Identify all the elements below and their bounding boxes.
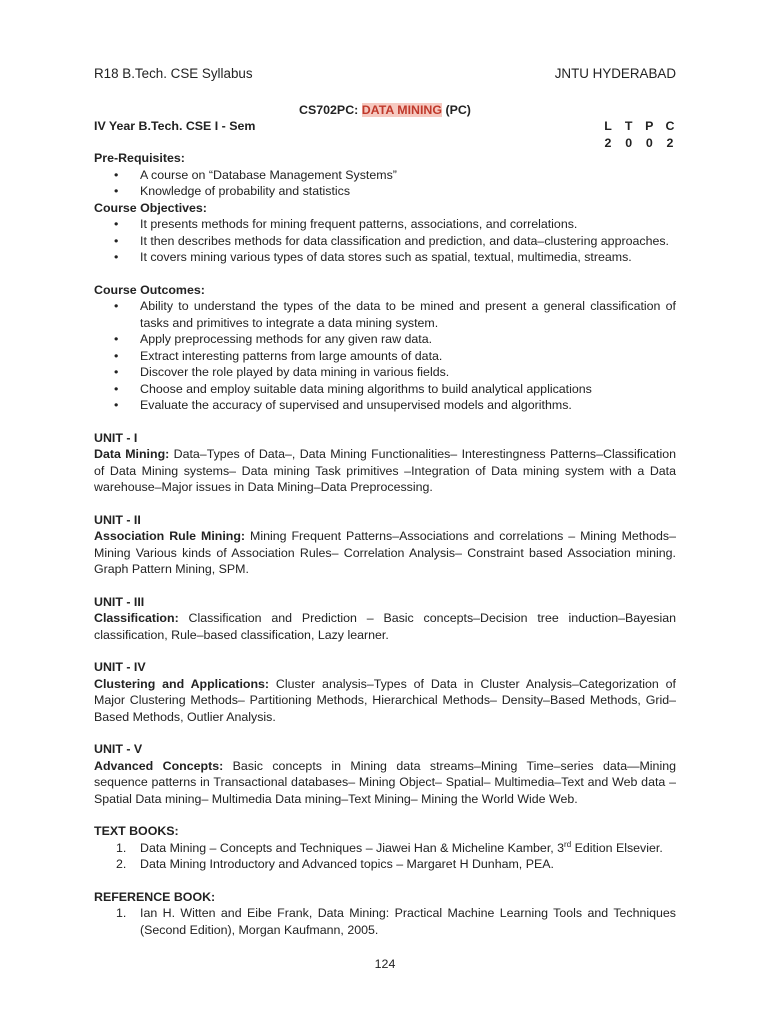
unit-5-body <box>94 758 676 808</box>
list-item: • A course on “Database Management Systems” <box>94 167 676 184</box>
prereq-heading: Pre-Requisites: <box>94 151 185 165</box>
objectives-list <box>94 216 676 266</box>
item-text: Ian H. Witten and Eibe Frank, Data Mining: Practical Machine Learning Tools and Techniques (Second Edition), Morgan Kaufmann, 2005. <box>140 906 676 937</box>
list-item: • Extract interesting patterns from large amounts of data. <box>94 348 676 365</box>
unit-4-lead: Clustering and Applications: <box>94 676 270 691</box>
ltpc-table <box>602 118 676 151</box>
list-item: • It covers mining various types of data stores such as spatial, textual, multimedia, streams. <box>94 249 676 266</box>
item-number: 2. <box>116 857 127 871</box>
ltpc-value: 0 <box>625 135 633 150</box>
ltpc-label: T <box>624 119 633 133</box>
objectives-heading: Course Objectives: <box>94 200 207 215</box>
unit-5-lead: Advanced Concepts: <box>94 758 224 773</box>
syllabus-content <box>94 150 676 938</box>
ltpc-labels <box>602 118 676 135</box>
list-item: • Knowledge of probability and statistics <box>94 183 676 200</box>
unit-1-lead: Data Mining: <box>94 447 170 461</box>
ltpc-value: 2 <box>666 135 674 150</box>
unit-5-text: Basic concepts in Mining data streams–Mining Time–series data—Mining sequence patterns in Transactional databases– Mining Object– Spatial– Multimedia–Text and Web data – Spatial Data mining– Multimedia Data mining–Text Mining– Mining the World Wide Web. <box>94 758 676 806</box>
unit-1-body <box>94 446 676 496</box>
ltpc-label: C <box>665 119 675 133</box>
outcomes-list <box>94 298 676 414</box>
list-item: • Ability to understand the types of the data to be mined and present a general classification of tasks and primitives to integrate a data mining system. <box>94 298 676 331</box>
list-item <box>94 856 676 873</box>
ltpc-label: L <box>604 119 612 133</box>
item-text: Data Mining Introductory and Advanced topics – Margaret H Dunham, PEA. <box>140 857 554 871</box>
syllabus-page <box>94 0 676 1024</box>
list-item <box>94 905 676 938</box>
list-item: • Choose and employ suitable data mining algorithms to build analytical applications <box>94 381 676 398</box>
course-category: (PC) <box>442 103 471 117</box>
course-title <box>94 102 676 119</box>
textbooks-heading: TEXT BOOKS: <box>94 824 179 838</box>
item-text-end: Edition Elsevier. <box>571 840 663 855</box>
unit-1-text: Data–Types of Data–, Data Mining Functionalities– Interestingness Patterns–Classification of Data Mining systems– Data mining Task primitives –Integration of Data mining system with a Data warehouse–Major issues in Data Mining–Data Preprocessing. <box>94 447 676 494</box>
unit-4-heading: UNIT - IV <box>94 660 146 674</box>
year-semester: IV Year B.Tech. CSE I - Sem <box>94 119 256 133</box>
list-item: • Apply preprocessing methods for any given raw data. <box>94 331 676 348</box>
ltpc-value: 2 <box>604 135 612 150</box>
unit-5-heading: UNIT - V <box>94 742 143 756</box>
page-number: 124 <box>374 957 396 971</box>
unit-1-heading: UNIT - I <box>94 430 138 445</box>
unit-3-heading: UNIT - III <box>94 594 145 609</box>
textbooks-list <box>94 840 676 873</box>
list-item: • It presents methods for mining frequent patterns, associations, and correlations. <box>94 216 676 233</box>
page-header <box>94 66 676 84</box>
course-code: CS702PC: <box>299 103 362 117</box>
unit-3-lead: Classification: <box>94 611 179 625</box>
item-number: 1. <box>116 840 127 855</box>
outcomes-heading: Course Outcomes: <box>94 282 205 297</box>
ltpc-label: P <box>645 119 654 133</box>
item-text: Data Mining – Concepts and Techniques – Jiawei Han & Micheline Kamber, 3 <box>140 840 565 855</box>
unit-2-text: Mining Frequent Patterns–Associations and correlations – Mining Methods– Mining Various kinds of Association Rules– Correlation Analysis– Constraint based Association mining. Graph Pattern Mining, SPM. <box>94 529 676 576</box>
ltpc-value: 0 <box>645 135 653 150</box>
unit-4-text: Cluster analysis–Types of Data in Cluster Analysis–Categorization of Major Clustering Methods– Partitioning Methods, Hierarchical Methods– Density–Based Methods, Grid–Based Methods, Outlier Analysis. <box>94 676 676 724</box>
header-left: R18 B.Tech. CSE Syllabus <box>94 66 253 81</box>
unit-3-text: Classification and Prediction – Basic concepts–Decision tree induction–Bayesian classification, Rule–based classification, Lazy learner. <box>94 611 676 642</box>
unit-4-body <box>94 676 676 726</box>
references-heading: REFERENCE BOOK: <box>94 889 216 904</box>
unit-2-lead: Association Rule Mining: <box>94 529 246 543</box>
unit-2-heading: UNIT - II <box>94 512 141 527</box>
item-superscript: rd <box>564 839 572 849</box>
list-item <box>94 840 676 857</box>
unit-3-body <box>94 610 676 643</box>
prereq-list <box>94 167 676 200</box>
list-item: • It then describes methods for data classification and prediction, and data–clustering approaches. <box>94 233 676 250</box>
item-number: 1. <box>116 906 127 920</box>
course-name: DATA MINING <box>361 103 443 117</box>
ltpc-values <box>602 135 676 152</box>
list-item: • Discover the role played by data mining in various fields. <box>94 364 676 381</box>
references-list <box>94 905 676 938</box>
list-item: • Evaluate the accuracy of supervised and unsupervised models and algorithms. <box>94 397 676 414</box>
unit-2-body <box>94 528 676 578</box>
header-right: JNTU HYDERABAD <box>554 66 676 81</box>
